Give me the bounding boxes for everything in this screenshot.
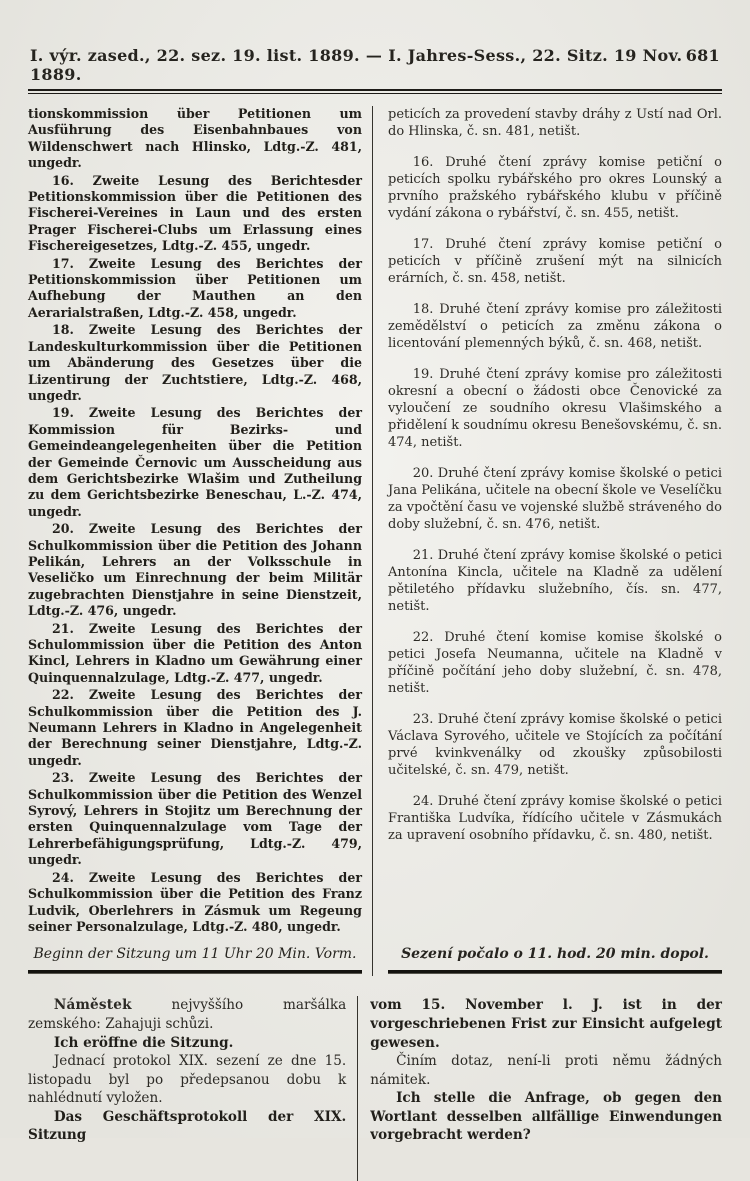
section-rule-right xyxy=(388,970,722,974)
proceedings-paragraph: Činím dotaz, není-li proti němu žádných námitek. xyxy=(370,1053,722,1088)
agenda-item-de: 19. Zweite Lesung des Berichtes der Kommission für Bezirks- und Gemeindeangelegenheiten über die Petition der Gemeinde Černovic um Ausscheidung aus dem Gerichtsbezirke Wlašim und Zutheilung zu dem Gerichtsbezirke Beneschau, L.-Z. 474, ungedr. xyxy=(28,405,362,519)
proceedings-paragraph xyxy=(28,996,346,1033)
agenda-item-de: 24. Zweite Lesung des Berichtes der Schulkommission über die Petition des Franz Ludvik, Oberlehrers in Zásmuk um Regeung seiner Personalzulage, Ldtg.-Z. 480, ungedr. xyxy=(28,869,362,934)
header-czech-date: I. výr. zased., 22. sez. 19. list. 1889. xyxy=(30,46,360,65)
proceedings-paragraph: Jednací protokol XIX. sezení ze dne 15. listopadu byl po předepsanou dobu k nahlédnutí vyložen. xyxy=(28,1053,347,1107)
header-german-date: I. Jahres-Sess., 22. Sitz. 19 Nov. 1889. xyxy=(30,46,683,84)
header-separator: — xyxy=(365,46,383,65)
session-start-czech: Sezení počalo o 11. hod. 20 min. dopol. xyxy=(401,946,709,963)
agenda-item-cs: 23. Druhé čtení zprávy komise školské o petici Václava Syrového, učitele ve Stojících za počítání prvé kvinkvenálky od zkoušky způsobilosti učitelské, č. sn. 479, netišt. xyxy=(388,712,722,778)
agenda-item-cs: 20. Druhé čtení zprávy komise školské o petici Jana Pelikána, učitele na obecní škole ve Veselíčku za vpočtění času ve vojenské službě stráveného do doby služební, č. sn. 476, netišt. xyxy=(388,466,722,532)
agenda-item-cs: 21. Druhé čtení zprávy komise školské o petici Antonína Kincla, učitele na Kladně za udělení pětiletého přídavku služebního, čís. sn. 477, netišt. xyxy=(388,548,722,614)
agenda-item-cs: 18. Druhé čtení zprávy komise pro záležitosti zemědělství o peticích za změnu zákona o licentování plemenných býků, č. sn. 468, netišt. xyxy=(388,302,722,351)
proceedings-paragraph: Das Geschäftsprotokoll der XIX. Sitzung xyxy=(28,1108,347,1144)
agenda-item-de: 22. Zweite Lesung des Berichtes der Schulkommission über die Petition des J. Neumann Lehrers in Kladno in Angelegenheit der Berechnung seiner Dienstjahre, Ldtg.-Z. ungedr. xyxy=(28,687,362,768)
proceedings-right-column xyxy=(370,996,722,1145)
proceedings-paragraph: Ich stelle die Anfrage, ob gegen den Wortlant desselben allfällige Einwendungen vorgebracht werden? xyxy=(370,1090,722,1144)
page-number: 681 xyxy=(685,46,720,65)
agenda-item-cs: 16. Druhé čtení zprávy komise petiční o peticích spolku rybářského pro okres Lounský a prvního pražského rybářského klubu v příčině vydání zákona o rybářství, č. sn. 455, netišt. xyxy=(388,155,722,221)
session-start-german: Beginn der Sitzung um 11 Uhr 20 Min. Vorm. xyxy=(33,946,357,963)
agenda-item-de: 17. Zweite Lesung des Berichtes der Petitionskommission über Petitionen um Aufhebung der Mauthen an den Aerarialstraßen, Ldtg.-Z. 458, ungedr. xyxy=(28,255,362,320)
agenda-item-de: 20. Zweite Lesung des Berichtes der Schulkommission über die Petition des Johann Pelikán, Lehrers an der Volksschule in Veseličko um Einrechnung der beim Militär zugebrachten Dienstjahre in seine Dienstzeit, Ldtg.-Z. 476, ungedr. xyxy=(28,521,362,619)
page-header xyxy=(28,46,722,89)
proceedings-paragraph: vom 15. November l. J. ist in der vorgeschriebenen Frist zur Einsicht aufgelegt gewesen. xyxy=(370,997,722,1051)
column-divider xyxy=(372,106,373,976)
agenda-german-column xyxy=(28,106,362,936)
agenda-item-cs: 19. Druhé čtení zprávy komise pro záležitosti okresní a obecní o žádosti obce Čenovické za vyloučení ze soudního okresu Vlašimského a přidělení k soudnímu okresu Benešovskému, č. sn. 474, netišt. xyxy=(388,367,722,450)
agenda-item-de: 21. Zweite Lesung des Berichtes der Schulommission über die Petition des Anton Kincl, Lehrers in Kladno um Gewährung einer Quinquennalzulage, Ldtg.-Z. 477, ungedr. xyxy=(28,620,362,685)
section-rules xyxy=(28,970,722,976)
agenda-item-cs: 24. Druhé čtení zprávy komise školské o petici Františka Ludvíka, řídícího učitele v Zásmukách za upravení osobního přídavku, č. sn. 480, netišt. xyxy=(388,794,722,843)
agenda-item-cs: peticích za provedení stavby dráhy z Ustí nad Orl. do Hlinska, č. sn. 481, netišt. xyxy=(388,107,722,139)
speaker-name: Náměstek xyxy=(53,997,132,1014)
header-rule xyxy=(28,89,722,94)
agenda-czech-column xyxy=(388,106,722,936)
agenda-section xyxy=(28,106,722,976)
header-title xyxy=(30,46,686,84)
section-rule-left xyxy=(28,970,362,974)
agenda-item-cs: 17. Druhé čtení zprávy komise petiční o peticích v příčině zrušení mýt na silnicích erárních, č. sn. 458, netišt. xyxy=(388,237,722,286)
agenda-item-de: 16. Zweite Lesung des Berichtesder Petitionskommission über die Petitionen des Fischerei-Vereines in Laun und des ersten Prager Fischerei-Clubs um Erlassung eines Fischereigesetzes, Ldtg.-Z. 455, ungedr. xyxy=(28,172,362,254)
proceedings-column-divider xyxy=(357,996,358,1181)
session-start-row xyxy=(28,936,722,970)
proceedings-paragraph: Ich eröffne die Sitzung. xyxy=(53,1034,234,1051)
agenda-item-de: tionskommission über Petitionen um Ausführung des Eisenbahnbaues von Wildenschwert nach Hlinsko, Ldtg.-Z. 481, ungedr. xyxy=(28,106,362,171)
agenda-item-de: 18. Zweite Lesung des Berichtes der Landeskulturkommission über die Petitionen um Abänderung des Gesetzes über die Lizentirung der Zuchtstiere, Ldtg.-Z. 468, ungedr. xyxy=(28,322,362,403)
agenda-item-cs: 22. Druhé čtení komise komise školské o petici Josefa Neumanna, učitele na Kladně v příčině počítání jeho doby služební, č. sn. 478, netišt. xyxy=(388,630,722,696)
agenda-item-de: 23. Zweite Lesung des Berichtes der Schulkommission über die Petition des Wenzel Syrový, Lehrers in Stojitz um Berechnung der ersten Quinquennalzulage vom Tage der Lehrerbefähigungsprüfung, Ldtg.-Z. 479, ungedr. xyxy=(28,770,362,868)
proceedings-left-column xyxy=(28,996,346,1145)
proceedings-section xyxy=(28,996,722,1181)
speaker-statement: nejvyššího maršálka zemského: Zahajuji schůzi. xyxy=(28,997,347,1032)
